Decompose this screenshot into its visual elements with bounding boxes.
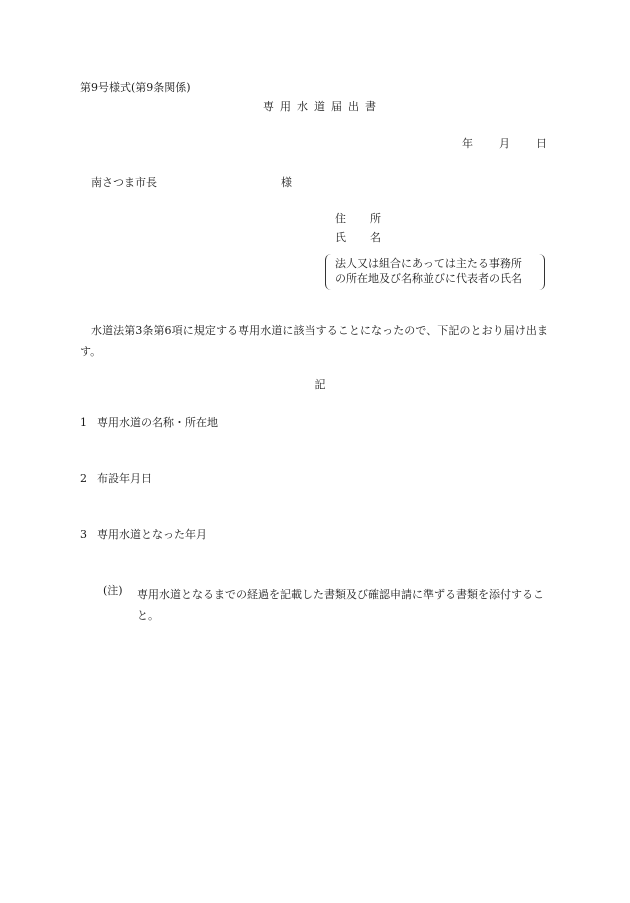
date-day: 日 bbox=[536, 137, 547, 150]
item-number: 1 bbox=[80, 416, 87, 429]
list-item bbox=[80, 528, 207, 542]
date-line bbox=[462, 137, 547, 151]
notification-body: 水道法第3条第6項に規定する専用水道に該当することになったので、下記のとおり届け出ます。 bbox=[80, 324, 548, 358]
note-text: 専用水道となるまでの経過を記載した書類及び確認申請に準ずる書類を添付すること。 bbox=[137, 588, 544, 622]
address-label: 住 所 bbox=[335, 212, 381, 225]
document-title: 専用水道届出書 bbox=[263, 100, 382, 113]
ki-heading: 記 bbox=[314, 378, 326, 391]
item-number: 2 bbox=[80, 472, 87, 485]
form-number: 第9号様式(第9条関係) bbox=[80, 81, 191, 94]
item-label: 専用水道となった年月 bbox=[97, 528, 207, 541]
corporate-note-line-2: の所在地及び名称並びに代表者の氏名 bbox=[335, 272, 522, 285]
item-number: 3 bbox=[80, 528, 87, 541]
item-label: 専用水道の名称・所在地 bbox=[97, 416, 218, 429]
corporate-note-line-1: 法人又は組合にあっては主たる事務所 bbox=[335, 257, 522, 270]
list-item bbox=[80, 416, 218, 430]
addressee: 南さつま市長 bbox=[91, 176, 157, 189]
date-month: 月 bbox=[499, 137, 510, 150]
honorific: 様 bbox=[281, 176, 292, 189]
list-item bbox=[80, 472, 152, 486]
item-label: 布設年月日 bbox=[97, 472, 152, 485]
date-year: 年 bbox=[462, 137, 473, 150]
corporate-note-bracket bbox=[325, 254, 545, 290]
note-label: (注) bbox=[103, 584, 123, 597]
name-label: 氏 名 bbox=[335, 231, 381, 244]
